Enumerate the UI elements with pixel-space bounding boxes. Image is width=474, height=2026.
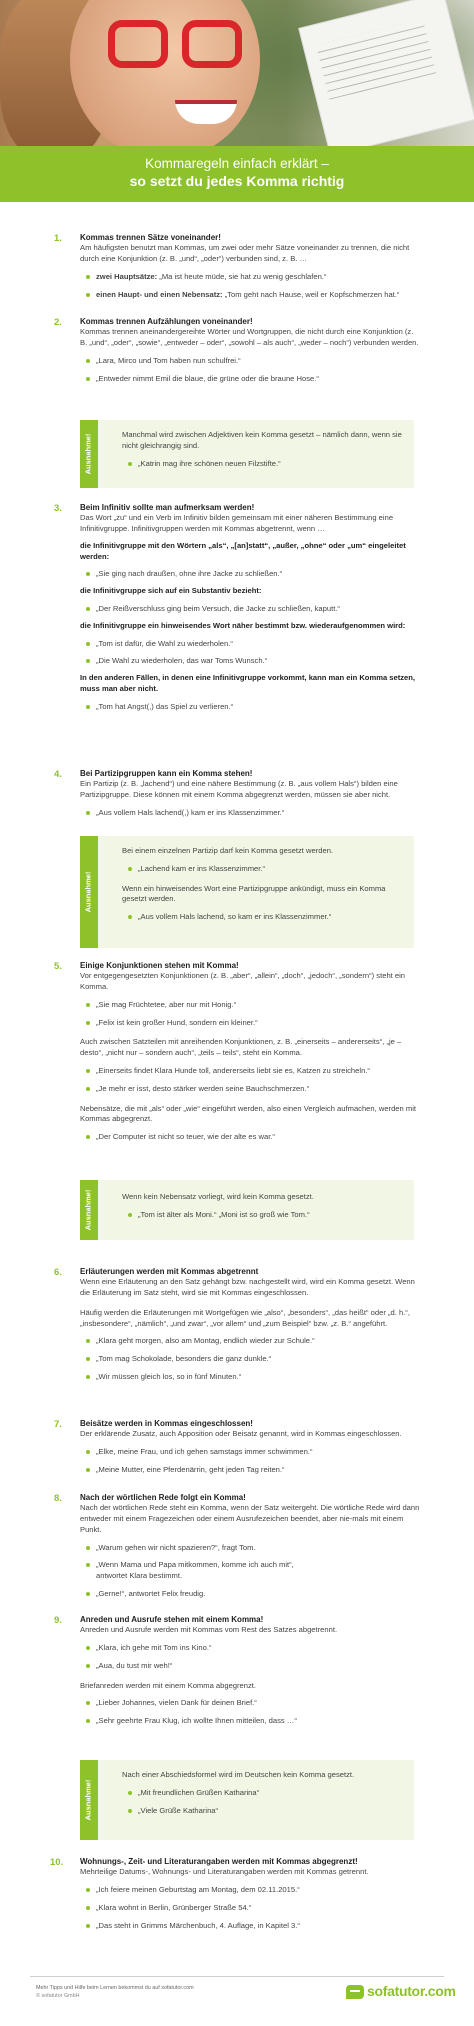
bullet-icon: [86, 1087, 90, 1091]
example-text: „Tom hat Angst(,) das Spiel zu verlieren.“: [96, 701, 234, 711]
list-item: [82, 1543, 420, 1554]
example-text: „Sie ging nach draußen, ohne ihre Jacke zu schließen.“: [96, 569, 283, 579]
bullet-icon: [86, 1375, 90, 1379]
logo-text: sofatutor.com: [367, 1983, 456, 2000]
list-item: [82, 702, 420, 713]
footer-text: Mehr Tipps und Hilfe beim Lernen bekommst du auf sofatutor.com: [36, 1985, 194, 1991]
list-item: [124, 459, 402, 470]
example-text: „Elke, meine Frau, und ich gehen samstags immer schwimmen.“: [96, 1447, 313, 1457]
list-item: [82, 1560, 420, 1582]
list-item: [82, 1903, 420, 1914]
exception-content: [122, 846, 402, 923]
list-item: [82, 1885, 420, 1896]
bullet-icon: [86, 1069, 90, 1073]
rule-text: Anreden und Ausrufe werden mit Kommas vom Rest des Satzes abgetrennt.: [80, 1625, 338, 1635]
list-item: [82, 639, 420, 650]
example-text: „Je mehr er isst, desto stärker werden seine Bauchschmerzen.“: [96, 1083, 310, 1093]
bullet-icon: [86, 1592, 90, 1596]
rule-heading: Anreden und Ausrufe stehen mit einem Komma!: [80, 1615, 264, 1624]
exception-tab: [80, 836, 98, 948]
exception-content: [122, 1192, 402, 1221]
exception-label: Ausnahme!: [83, 1779, 93, 1821]
rule-text: Nach der wörtlichen Rede steht ein Komma, wenn der Satz weitergeht. Die wörtliche Rede wird dann entweder mit einem Fragezeichen oder einem Ausrufezeichen beendet, aber nie-mals mit einem Punkt.: [80, 1503, 420, 1534]
exception-label: Ausnahme!: [83, 433, 93, 475]
bullet-icon: [86, 359, 90, 363]
bullet-icon: [86, 642, 90, 646]
bullet-icon: [128, 1809, 132, 1813]
example-text: „Tom ist älter als Moni.“ „Moni ist so groß wie Tom.“: [138, 1209, 310, 1219]
example-text: „Sie mag Früchtetee, aber nur mit Honig.“: [96, 999, 237, 1009]
rule-heading: Beim Infinitiv sollte man aufmerksam werden!: [80, 503, 255, 512]
example-label: zwei Hauptsätze:: [96, 271, 158, 281]
rule-body: [80, 1266, 420, 1383]
list-item: [82, 656, 420, 667]
rule-heading: Erläuterungen werden mit Kommas abgetrennt: [80, 1267, 259, 1276]
footer-copyright: © sofatutor GmbH: [36, 1993, 80, 1999]
exception-text: Wenn ein hinweisendes Wort eine Partizipgruppe ankündigt, muss ein Komma gesetzt werden.: [122, 883, 386, 904]
rule-number: 8.: [54, 1493, 62, 1504]
rule-text: Das Wort „zu“ und ein Verb im Infinitiv bilden gemeinsam mit einer näheren Bestimmung eine Infinitivgruppe. Infinitivgruppen werden mit Kommas abgetrennt, wenn …: [80, 513, 394, 534]
rule-number: 5.: [54, 961, 62, 972]
rule-heading: Kommas trennen Sätze voneinander!: [80, 233, 221, 242]
bullet-icon: [86, 1563, 90, 1567]
bullet-icon: [86, 1701, 90, 1705]
example-text: „Tom geht nach Hause, weil er Kopfschmerzen hat.“: [222, 289, 400, 299]
rule-body: [80, 1856, 420, 1931]
sofatutor-logo[interactable]: [346, 1982, 456, 2002]
example-text: „Einerseits findet Klara Hunde toll, andererseits liebt sie es, Katzen zu streicheln.“: [96, 1066, 370, 1076]
rule-number: 6.: [54, 1267, 62, 1278]
header-photo: [0, 0, 474, 146]
example-text: „Lara, Mirco und Tom haben nun schulfrei.“: [96, 355, 241, 365]
list-item: [82, 1336, 420, 1347]
list-item: [82, 808, 420, 819]
exception-text: Wenn kein Nebensatz vorliegt, wird kein Komma gesetzt.: [122, 1192, 314, 1201]
rule-subheading: die Infinitivgruppe mit den Wörtern „als“, „[an]statt“, „außer, „ohne“ oder „um“ eingeleitet werden:: [80, 540, 406, 561]
bullet-icon: [86, 607, 90, 611]
list-item: [82, 290, 420, 301]
bullet-icon: [128, 1213, 132, 1217]
example-text: „Entweder nimmt Emil die blaue, die grüne oder die braune Hose.“: [96, 373, 319, 383]
bullet-icon: [86, 1339, 90, 1343]
rule-text: Wenn eine Erläuterung an den Satz gehängt bzw. nachgestellt wird, wird ein Komma gesetzt. Wenn die Erläuterung im Satz steht, wird sie mit Kommas eingeschlossen.: [80, 1277, 415, 1298]
bullet-icon: [86, 705, 90, 709]
rule-number: 1.: [54, 233, 62, 244]
exception-box: [80, 1760, 414, 1840]
example-text: „Lieber Johannes, vielen Dank für deinen Brief.“: [96, 1698, 257, 1708]
footer-divider: [30, 1976, 444, 1977]
rule-subheading: die Infinitivgruppe ein hinweisendes Wort näher bestimmt bzw. wiederaufgenommen wird:: [80, 620, 406, 630]
example-text: „Ma ist heute müde, sie hat zu wenig geschlafen.“: [157, 271, 327, 281]
banner-title-line1: Kommaregeln einfach erklärt –: [145, 156, 329, 171]
list-item: [82, 569, 420, 580]
rule-heading: Einige Konjunktionen stehen mit Komma!: [80, 961, 239, 970]
footer: [0, 1968, 474, 2026]
example-text: „Mit freundlichen Grüßen Katharina“: [138, 1787, 260, 1797]
bullet-icon: [86, 572, 90, 576]
example-text: „Klara, ich gehe mit Tom ins Kino.“: [96, 1643, 212, 1653]
rule-text: Am häufigsten benutzt man Kommas, um zwei oder mehr Sätze voneinander zu trennen, die nicht durch eine Konjunktion (z. B. „und“, „oder“) verbunden sind, z. B. …: [80, 243, 410, 264]
bullet-icon: [86, 293, 90, 297]
rule-number: 2.: [54, 317, 62, 328]
rule-text: Nebensätze, die mit „als“ oder „wie“ eingeführt werden, also einen Vergleich aufmachen, werden mit Kommas abgegrenzt.: [80, 1103, 416, 1124]
example-text: „Ich feiere meinen Geburtstag am Montag, dem 02.11.2015.“: [96, 1885, 300, 1895]
exception-tab: [80, 420, 98, 488]
rule-heading: Nach der wörtlichen Rede folgt ein Komma!: [80, 1493, 246, 1502]
list-item: [82, 1132, 420, 1143]
bullet-icon: [86, 1357, 90, 1361]
list-item: [82, 1084, 420, 1095]
list-item: [124, 1806, 402, 1817]
list-item: [82, 1000, 420, 1011]
rule-text: Häufig werden die Erläuterungen mit Wortgefügen wie „also“, „besonders“, „das heißt“ oder „d. h.“, „insbesondere“, „nämlich“, „und zwar“, „vor allem“ und „zum Beispiel“ bzw. „z. B.“ angeführt.: [80, 1307, 410, 1328]
example-text: „Katrin mag ihre schönen neuen Filzstifte.“: [138, 458, 281, 468]
bullet-icon: [128, 462, 132, 466]
rule-number: 10.: [50, 1857, 64, 1868]
bullet-icon: [86, 1646, 90, 1650]
exception-box: [80, 1180, 414, 1240]
glasses-left: [108, 20, 168, 68]
rule-text: Briefanreden werden mit einem Komma abgegrenzt.: [80, 1680, 257, 1690]
bullet-icon: [86, 1003, 90, 1007]
example-text: „Viele Grüße Katharina“: [138, 1805, 219, 1815]
glasses-right: [182, 20, 242, 68]
list-item: [124, 912, 402, 923]
rule-text: Der erklärende Zusatz, auch Apposition oder Beisatz genannt, wird in Kommas eingeschlossen.: [80, 1429, 402, 1439]
list-item: [82, 356, 420, 367]
sofa-icon: [346, 1985, 364, 1999]
exception-text: Manchmal wird zwischen Adjektiven kein Komma gesetzt – nämlich dann, wenn sie nicht gleichrangig sind.: [122, 430, 402, 450]
example-text: „Aus vollem Hals lachend, so kam er ins Klassenzimmer.“: [138, 912, 332, 922]
example-text: „Das steht in Grimms Märchenbuch, 4. Auflage, in Kapitel 3.“: [96, 1920, 300, 1930]
exception-tab: [80, 1180, 98, 1240]
bullet-icon: [86, 1021, 90, 1025]
bullet-icon: [86, 1450, 90, 1454]
example-text: „Tom mag Schokolade, besonders die ganz dunkle.“: [96, 1354, 272, 1364]
rule-number: 7.: [54, 1419, 62, 1430]
list-item: [82, 1465, 420, 1476]
list-item: [82, 1716, 420, 1727]
bullet-icon: [86, 1135, 90, 1139]
rule-subheading: In den anderen Fällen, in denen eine Infinitivgruppe vorkommt, kann man ein Komma setzen, muss man aber nicht.: [80, 673, 416, 693]
example-text: „Lachend kam er ins Klassenzimmer.“: [138, 863, 266, 873]
bullet-icon: [86, 1664, 90, 1668]
list-item: [82, 1447, 420, 1458]
rule-text: Kommas trennen aneinandergereihte Wörter und Wortgruppen, die nicht durch eine Konjunktion (z. B. „und“, „oder“, „sowie“, „entweder – oder“, „sowohl – als auch“, „weder – noch“) verbunden werden.: [80, 327, 419, 348]
exception-text: Nach einer Abschiedsformel wird im Deutschen kein Komma gesetzt.: [122, 1770, 355, 1779]
rule-heading: Wohnungs-, Zeit- und Literaturangaben werden mit Kommas abgegrenzt!: [80, 1857, 358, 1866]
example-text: „Gerne!“, antwortet Felix freudig.: [96, 1589, 206, 1599]
rule-text: Vor entgegengesetzten Konjunktionen (z. B. „aber“, „allein“, „doch“, „jedoch“, „sondern“) steht ein Komma.: [80, 971, 406, 992]
list-item: [82, 1661, 420, 1672]
bullet-icon: [128, 1791, 132, 1795]
example-text: „Der Computer ist nicht so teuer, wie der alte es war.“: [96, 1132, 275, 1142]
example-text: „Sehr geehrte Frau Klug, ich wollte Ihnen mitteilen, dass …“: [96, 1716, 297, 1726]
bullet-icon: [86, 1468, 90, 1472]
bullet-icon: [86, 1906, 90, 1910]
banner-title-line2: so setzt du jedes Komma richtig: [129, 173, 345, 189]
example-text: „Aua, du tust mir weh!“: [96, 1660, 173, 1670]
bullet-icon: [128, 915, 132, 919]
photo-notebook: [298, 0, 474, 146]
list-item: [124, 1210, 402, 1221]
rule-subheading: die Infinitivgruppe sich auf ein Substantiv bezieht:: [80, 586, 262, 596]
example-label: einen Haupt- und einen Nebensatz:: [96, 289, 223, 299]
bullet-icon: [86, 1719, 90, 1723]
list-item: [82, 1643, 420, 1654]
list-item: [124, 864, 402, 875]
bullet-icon: [86, 377, 90, 381]
example-text: „Die Wahl zu wiederholen, das war Toms Wunsch.“: [96, 656, 268, 666]
rule-body: [80, 768, 420, 819]
rule-body: [80, 232, 420, 300]
exception-text: Bei einem einzelnen Partizip darf kein Komma gesetzt werden.: [122, 846, 334, 855]
rule-number: 4.: [54, 769, 62, 780]
exception-content: [122, 430, 402, 469]
list-item: [82, 1066, 420, 1077]
list-item: [82, 1354, 420, 1365]
example-text: „Warum gehen wir nicht spazieren?“, fragt Tom.: [96, 1542, 256, 1552]
exception-tab: [80, 1760, 98, 1840]
example-text: „Felix ist kein großer Hund, sondern ein kleiner.“: [96, 1017, 258, 1027]
bullet-icon: [86, 1546, 90, 1550]
bullet-icon: [86, 1888, 90, 1892]
rule-text: Ein Partizip (z. B. „lachend“) und eine nähere Bestimmung (z. B. „aus vollem Hals“) bilden eine Partizipgruppe. Diese können mit einem Komma abgegrenzt werden, müssen sie aber nicht.: [80, 779, 398, 800]
rule-number: 9.: [54, 1615, 62, 1626]
rule-heading: Bei Partizipgruppen kann ein Komma stehen!: [80, 769, 253, 778]
exception-content: [122, 1770, 402, 1816]
rule-body: [80, 316, 420, 384]
list-item: [82, 374, 420, 385]
rule-number: 3.: [54, 503, 62, 514]
rule-body: [80, 1614, 420, 1727]
rule-body: [80, 1418, 420, 1476]
rule-body: [80, 1492, 420, 1600]
example-text: „Meine Mutter, eine Pferdenärrin, geht jeden Tag reiten.“: [96, 1464, 285, 1474]
example-text-continued: antwortet Klara bestimmt.: [96, 1571, 183, 1581]
title-banner: [0, 146, 474, 202]
rule-text: Auch zwischen Satzteilen mit anreihenden Konjunktionen, z. B. „einerseits – andererseits“, „je – desto“, „nicht nur – sondern auch“, „teils – teils“, steht ein Komma.: [80, 1037, 402, 1058]
bullet-icon: [86, 659, 90, 663]
exception-label: Ausnahme!: [83, 871, 93, 913]
rule-heading: Beisätze werden in Kommas eingeschlossen!: [80, 1419, 253, 1428]
rule-body: [80, 502, 420, 713]
list-item: [82, 1018, 420, 1029]
bullet-icon: [86, 1924, 90, 1928]
bullet-icon: [86, 811, 90, 815]
example-text: „Wenn Mama und Papa mitkommen, komme ich auch mit“,: [96, 1560, 294, 1570]
list-item: [82, 1921, 420, 1932]
list-item: [82, 272, 420, 283]
exception-box: [80, 836, 414, 948]
bullet-icon: [128, 867, 132, 871]
list-item: [124, 1788, 402, 1799]
example-text: „Aus vollem Hals lachend(,) kam er ins Klassenzimmer.“: [96, 807, 285, 817]
example-text: „Klara wohnt in Berlin, Grünberger Straße 54.“: [96, 1902, 252, 1912]
list-item: [82, 1372, 420, 1383]
example-text: „Der Reißverschluss ging beim Versuch, die Jacke zu schließen, kaputt.“: [96, 604, 340, 614]
list-item: [82, 1589, 420, 1600]
exception-box: [80, 420, 414, 488]
example-text: „Klara geht morgen, also am Montag, endlich wieder zur Schule.“: [96, 1336, 315, 1346]
rule-heading: Kommas trennen Aufzählungen voneinander!: [80, 317, 253, 326]
exception-label: Ausnahme!: [83, 1189, 93, 1231]
example-text: „Tom ist dafür, die Wahl zu wiederholen.“: [96, 638, 233, 648]
example-text: „Wir müssen gleich los, so in fünf Minuten.“: [96, 1372, 242, 1382]
rule-text: Mehrteilige Datums-, Wohnungs- und Literaturangaben werden mit Kommas getrennt.: [80, 1867, 369, 1877]
list-item: [82, 1698, 420, 1709]
bullet-icon: [86, 275, 90, 279]
list-item: [82, 604, 420, 615]
rule-body: [80, 960, 420, 1143]
